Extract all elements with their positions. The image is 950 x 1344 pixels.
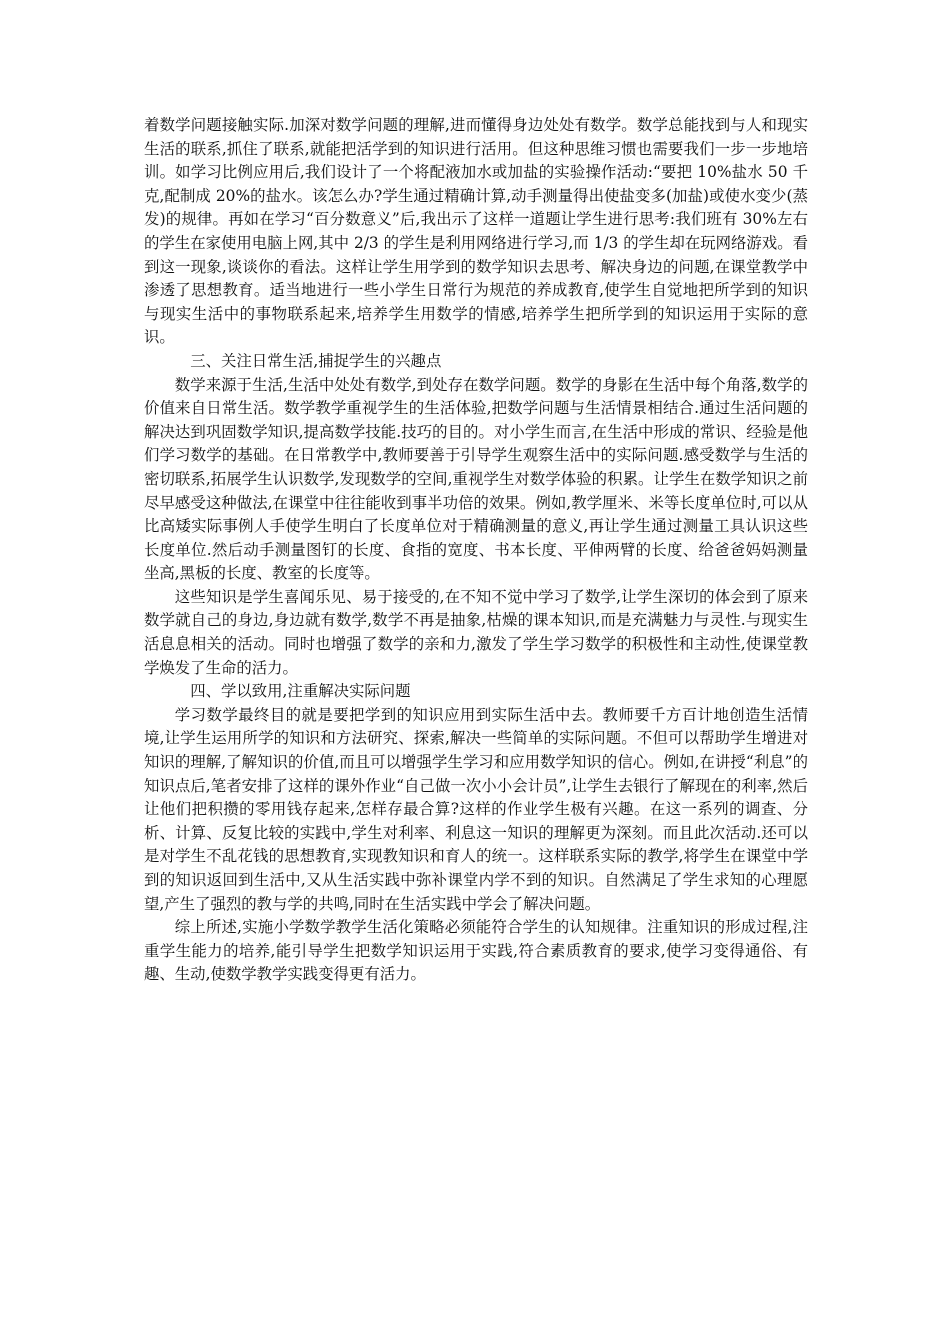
section-heading-daily-life: 三、关注日常生活,捕捉学生的兴趣点 bbox=[190, 351, 442, 370]
paragraph-practical-math-examples: 着数学问题接触实际.加深对数学问题的理解,进而懂得身边处处有数学。数学总能找到与人和现实生活的联系,抓住了联系,就能把活学到的知识进行活用。但这种思维习惯也需要我们一步一步地培训。如学习比例应用后,我们设计了一个将配液加水或加盐的实验操作活动:“要把 10%盐水 50 千克,配制成 20%的盐水。该怎么办?学生通过精确计算,动手测量得出使盐变多(加盐)或使水变少(蒸发)的规律。再如在学习“百分数意义”后,我出示了这样一道题让学生进行思考:我们班有 30%左右的学生在家使用电脑上网,其中 2/3 的学生是利用网络进行学习,而 1/3 的学生却在玩网络游戏。看到这一现象,谈谈你的看法。这样让学生用学到的数学知识去思考、解决身边的问题,在课堂教学中渗透了思想教育。适当地进行一些小学生日常行为规范的养成教育,使学生自觉地把所学到的知识与现实生活中的事物联系起来,培养学生用数学的情感,培养学生把所学到的知识运用于实际的意识。 bbox=[144, 116, 808, 347]
paragraph-knowledge-acceptance: 这些知识是学生喜闻乐见、易于接受的,在不知不觉中学习了数学,让学生深切的体会到了原来数学就自己的身边,身边就有数学,数学不再是抽象,枯燥的课本知识,而是充满魅力与灵性.与现实生活息息相关的活动。同时也增强了数学的亲和力,激发了学生学习数学的积极性和主动性,使课堂教学焕发了生命的活力。 bbox=[144, 587, 808, 677]
paragraph-conclusion: 综上所述,实施小学数学教学生活化策略必须能符合学生的认知规律。注重知识的形成过程,注重学生能力的培养,能引导学生把数学知识运用于实践,符合素质教育的要求,使学习变得通俗、有趣、生动,使数学教学实践变得更有活力。 bbox=[144, 918, 808, 984]
document-body bbox=[144, 114, 808, 987]
paragraph-math-from-life: 数学来源于生活,生活中处处有数学,到处存在数学问题。数学的身影在生活中每个角落,数学的价值来自日常生活。数学教学重视学生的生活体验,把数学问题与生活情景相结合.通过生活问题的解决达到巩固数学知识,提高数学技能.技巧的目的。对小学生而言,在生活中形成的常识、经验是他们学习数学的基础。在日常教学中,教师要善于引导学生观察生活中的实际问题.感受数学与生活的密切联系,拓展学生认识数学,发现数学的空间,重视学生对数学体验的积累。让学生在数学知识之前尽早感受这种做法,在课堂中往往能收到事半功倍的效果。例如,教学厘米、米等长度单位时,可以从比高矮实际事例人手使学生明白了长度单位对于精确测量的意义,再让学生通过测量工具认识这些长度单位.然后动手测量图钉的长度、食指的宽度、书本长度、平伸两臂的长度、给爸爸妈妈测量坐高,黑板的长度、教室的长度等。 bbox=[144, 375, 808, 583]
paragraph-solve-real-problems: 学习数学最终目的就是要把学到的知识应用到实际生活中去。教师要千方百计地创造生活情境,让学生运用所学的知识和方法研究、探索,解决一些简单的实际问题。不但可以帮助学生增进对知识的理解,了解知识的价值,而且可以增强学生学习和应用数学知识的信心。例如,在讲授“利息”的知识点后,笔者安排了这样的课外作业“自己做一次小小会计员”,让学生去银行了解现在的利率,然后让他们把积攒的零用钱存起来,怎样存最合算?这样的作业学生极有兴趣。在这一系列的调查、分析、计算、反复比较的实践中,学生对利率、利息这一知识的理解更为深刻。而且此次活动.还可以是对学生不乱花钱的思想教育,实现教知识和育人的统一。这样联系实际的教学,将学生在课堂中学到的知识返回到生活中,又从生活实践中弥补课堂内学不到的知识。自然满足了学生求知的心理愿望,产生了强烈的教与学的共鸣,同时在生活实践中学会了解决问题。 bbox=[144, 705, 808, 913]
section-heading-apply-learning: 四、学以致用,注重解决实际问题 bbox=[190, 682, 411, 701]
